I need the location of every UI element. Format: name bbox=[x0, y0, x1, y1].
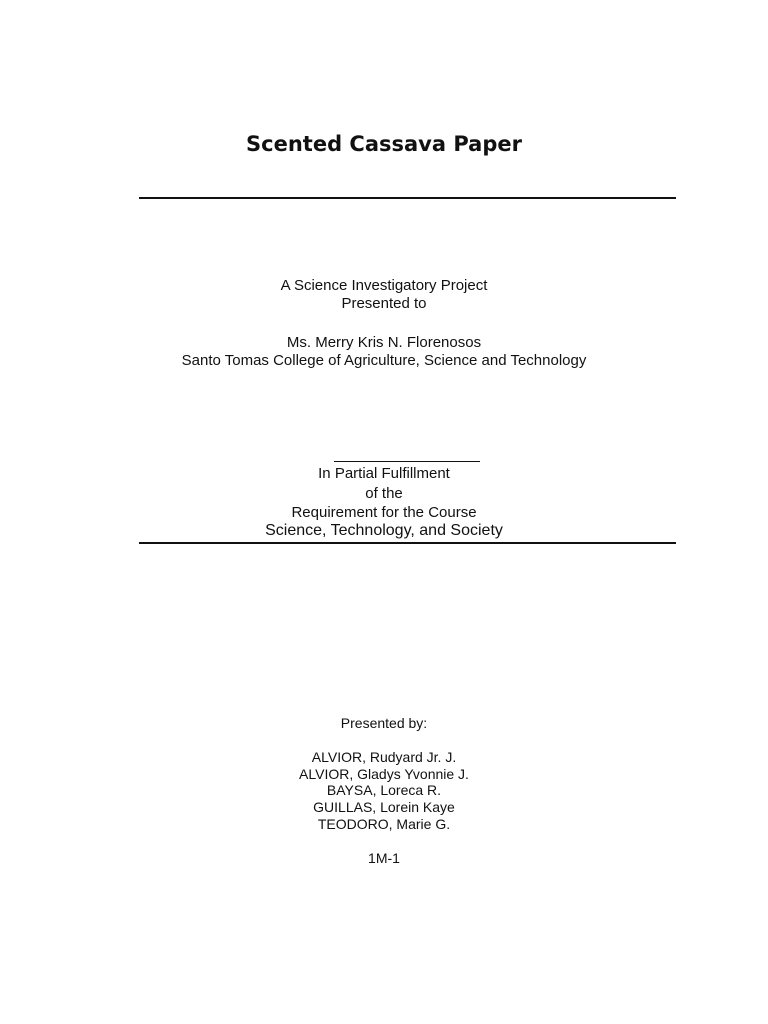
document-title: Scented Cassava Paper bbox=[246, 132, 522, 156]
teacher-name: Ms. Merry Kris N. Florenosos bbox=[286, 334, 482, 351]
author-name: BAYSA, Loreca R. bbox=[326, 782, 442, 798]
title-divider bbox=[139, 197, 676, 199]
course-name: Science, Technology, and Society bbox=[265, 522, 503, 539]
project-type: A Science Investigatory Project bbox=[280, 277, 488, 294]
course-divider bbox=[139, 542, 676, 544]
short-divider bbox=[334, 461, 480, 462]
presented-to-label: Presented to bbox=[341, 295, 427, 312]
author-name: ALVIOR, Gladys Yvonnie J. bbox=[299, 766, 469, 782]
fulfillment-line-1: In Partial Fulfillment bbox=[318, 465, 450, 482]
fulfillment-line-2: of the bbox=[365, 485, 403, 502]
presented-by-label: Presented by: bbox=[340, 715, 428, 731]
fulfillment-line-3: Requirement for the Course bbox=[291, 504, 477, 521]
institution-name: Santo Tomas College of Agriculture, Science and Technology bbox=[181, 352, 587, 369]
section-code: 1M-1 bbox=[368, 850, 400, 866]
author-name: ALVIOR, Rudyard Jr. J. bbox=[311, 749, 457, 765]
author-name: GUILLAS, Lorein Kaye bbox=[313, 799, 455, 815]
author-name: TEODORO, Marie G. bbox=[317, 816, 451, 832]
